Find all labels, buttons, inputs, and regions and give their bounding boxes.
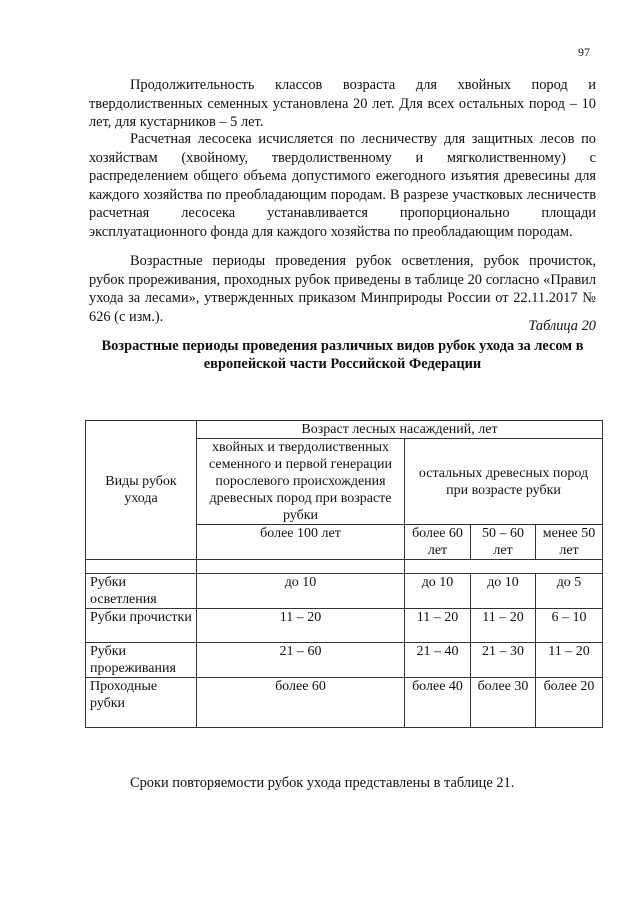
spacer-cell [197, 560, 405, 574]
row-type: Рубки прочистки [86, 609, 197, 643]
row-other-value-1: более 40 [405, 678, 471, 728]
table-label: Таблица 20 [528, 318, 596, 334]
row-other-value-2: до 10 [471, 574, 536, 609]
row-conifer-value: 21 – 60 [197, 643, 405, 678]
table-row [86, 609, 603, 643]
spacer-cell [405, 560, 603, 574]
table-row [86, 678, 603, 728]
header-other-age-3: менее 50 лет [536, 525, 603, 560]
paragraph-allowable-cut: Расчетная лесосека исчисляется по лесничеству для защитных лесов по хозяйствам (хвойному, твердолиственному и мягколиственному) с распределением общего объема допустимого ежегодного изъятия древесины для каждого хозяйства по преобладающим породам. В разрезе участковых лесничеств расчетная лесосека устанавливается пропорционально площади эксплуатационного фонда для каждого хозяйства по преобладающим породам. [89, 131, 596, 240]
row-other-value-3: до 5 [536, 574, 603, 609]
table-row [86, 574, 603, 609]
age-periods-table [85, 420, 603, 728]
row-type: Рубки осветления [86, 574, 197, 609]
footer-text: Сроки повторяемости рубок ухода представлены в таблице 21. [130, 775, 515, 791]
table-title: Возрастные периоды проведения различных видов рубок ухода за лесом в европейской части Российской Федерации [101, 338, 584, 373]
row-conifer-value: 11 – 20 [197, 609, 405, 643]
row-conifer-value: более 60 [197, 678, 405, 728]
header-other-group: остальных древесных пород при возрасте рубки [405, 439, 603, 525]
header-conifer-age: более 100 лет [197, 525, 405, 560]
table-header-row [86, 421, 603, 439]
row-conifer-value: до 10 [197, 574, 405, 609]
row-type: Проходные рубки [86, 678, 197, 728]
row-other-value-2: более 30 [471, 678, 536, 728]
header-other-age-1: более 60 лет [405, 525, 471, 560]
row-other-value-3: 11 – 20 [536, 643, 603, 678]
header-conifer-group: хвойных и твердолиственных семенного и первой генерации порослевого происхождения древесных пород при возрасте рубки [197, 439, 405, 525]
table-spacer-row [86, 560, 603, 574]
row-other-value-1: до 10 [405, 574, 471, 609]
row-other-value-2: 21 – 30 [471, 643, 536, 678]
row-other-value-1: 11 – 20 [405, 609, 471, 643]
row-other-value-3: более 20 [536, 678, 603, 728]
spacer-cell [86, 560, 197, 574]
page-number: 97 [578, 45, 590, 59]
row-other-value-3: 6 – 10 [536, 609, 603, 643]
row-other-value-2: 11 – 20 [471, 609, 536, 643]
table-row [86, 643, 603, 678]
header-stand-age: Возраст лесных насаждений, лет [197, 421, 603, 439]
paragraph-age-periods: Возрастные периоды проведения рубок осветления, рубок прочисток, рубок прореживания, проходных рубок приведены в таблице 20 согласно «Правил ухода за лесами», утвержденных приказом Минприроды России от 22.11.2017 № 626 (с изм.). [89, 253, 596, 325]
row-type: Рубки прореживания [86, 643, 197, 678]
header-other-age-2: 50 – 60 лет [471, 525, 536, 560]
row-other-value-1: 21 – 40 [405, 643, 471, 678]
paragraph-age-classes: Продолжительность классов возраста для хвойных пород и твердолиственных семенных установлена 20 лет. Для всех остальных пород – 10 лет, для кустарников – 5 лет. [89, 77, 596, 131]
header-thinning-type: Виды рубок ухода [86, 421, 197, 560]
